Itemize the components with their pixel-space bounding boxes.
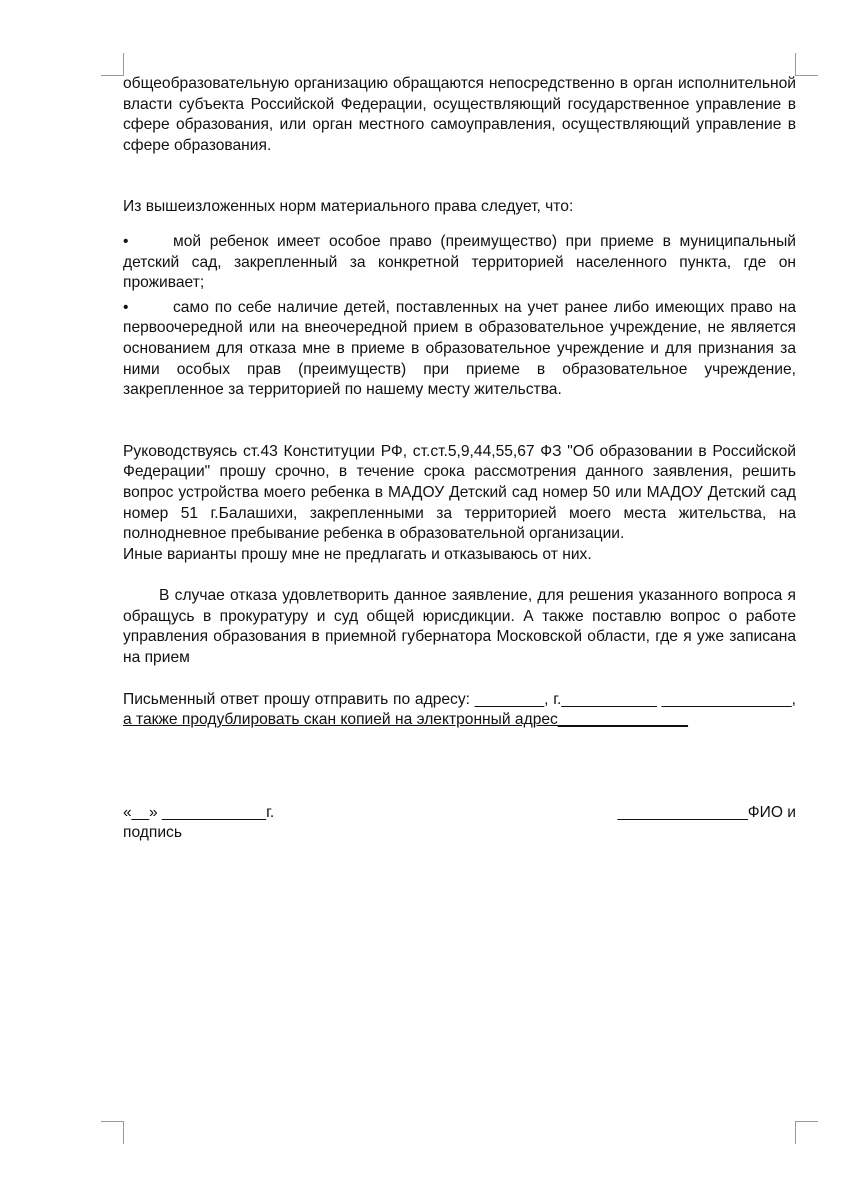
- response-email-text: а также продублировать скан копией на электронный адрес_______________: [123, 711, 688, 729]
- crop-mark-top-left: [101, 53, 124, 76]
- response-address-text: Письменный ответ прошу отправить по адресу: ________, г.___________ _______________,: [123, 690, 796, 708]
- date-line: «__» ____________г.: [123, 803, 275, 821]
- bullet-marker: •: [123, 298, 129, 316]
- paragraph-response-address: [123, 690, 796, 731]
- paragraph-refuse-alternatives: Иные варианты прошу мне не предлагать и отказываюсь от них.: [123, 545, 592, 563]
- crop-mark-bottom-left: [101, 1121, 124, 1144]
- bullet-text: само по себе наличие детей, поставленных на учет ранее либо имеющих право на первоочередной или на внеочередной прием в образовательное учреждение, не является основанием для отказа мне в приеме в образовательное учреждение и для признания за ними особых прав (преимуществ) при приеме в образовательное учреждение, закрепленное за территорией по нашему месту жительства.: [123, 298, 796, 399]
- bullet-item-special-right: [123, 232, 796, 294]
- bullet-text: мой ребенок имеет особое право (преимущество) при приеме в муниципальный детский сад, закрепленный за конкретной территорией населенного пункта, где он проживает;: [123, 232, 796, 292]
- paragraph-escalation: В случае отказа удовлетворить данное заявление, для решения указанного вопроса я обращусь в прокуратуру и суд общей юрисдикции. А также поставлю вопрос о работе управления образования в приемной губернатора Московской области, где я уже записана на прием: [123, 587, 796, 667]
- crop-mark-top-right: [795, 53, 818, 76]
- paragraph-conclusion-intro: Из вышеизложенных норм материального права следует, что:: [123, 198, 574, 216]
- bullet-marker: •: [123, 232, 129, 250]
- signature-line: _______________ФИО и: [617, 803, 796, 821]
- signature-caption: подпись: [123, 824, 182, 842]
- paragraph-request: Руководствуясь ст.43 Конституции РФ, ст.ст.5,9,44,55,67 ФЗ "Об образовании в Российской Федерации" прошу срочно, в течение срока рассмотрения данного заявления, решить вопрос устройства моего ребенка в МАДОУ Детский сад номер 50 или МАДОУ Детский сад номер 51 г.Балашихи, закрепленными за территорией моего места жительства, на полнодневное пребывание ребенка в образовательной организации.: [123, 442, 796, 543]
- paragraph-authorities: общеобразовательную организацию обращаются непосредственно в орган исполнительной власти субъекта Российской Федерации, осуществляющий государственное управление в сфере образования, или орган местного самоуправления, осуществляющий управление в сфере образования.: [123, 75, 796, 154]
- signature-row: [123, 803, 796, 824]
- document-body: [123, 74, 796, 844]
- bullet-item-no-refusal: [123, 298, 796, 401]
- crop-mark-bottom-right: [795, 1121, 818, 1144]
